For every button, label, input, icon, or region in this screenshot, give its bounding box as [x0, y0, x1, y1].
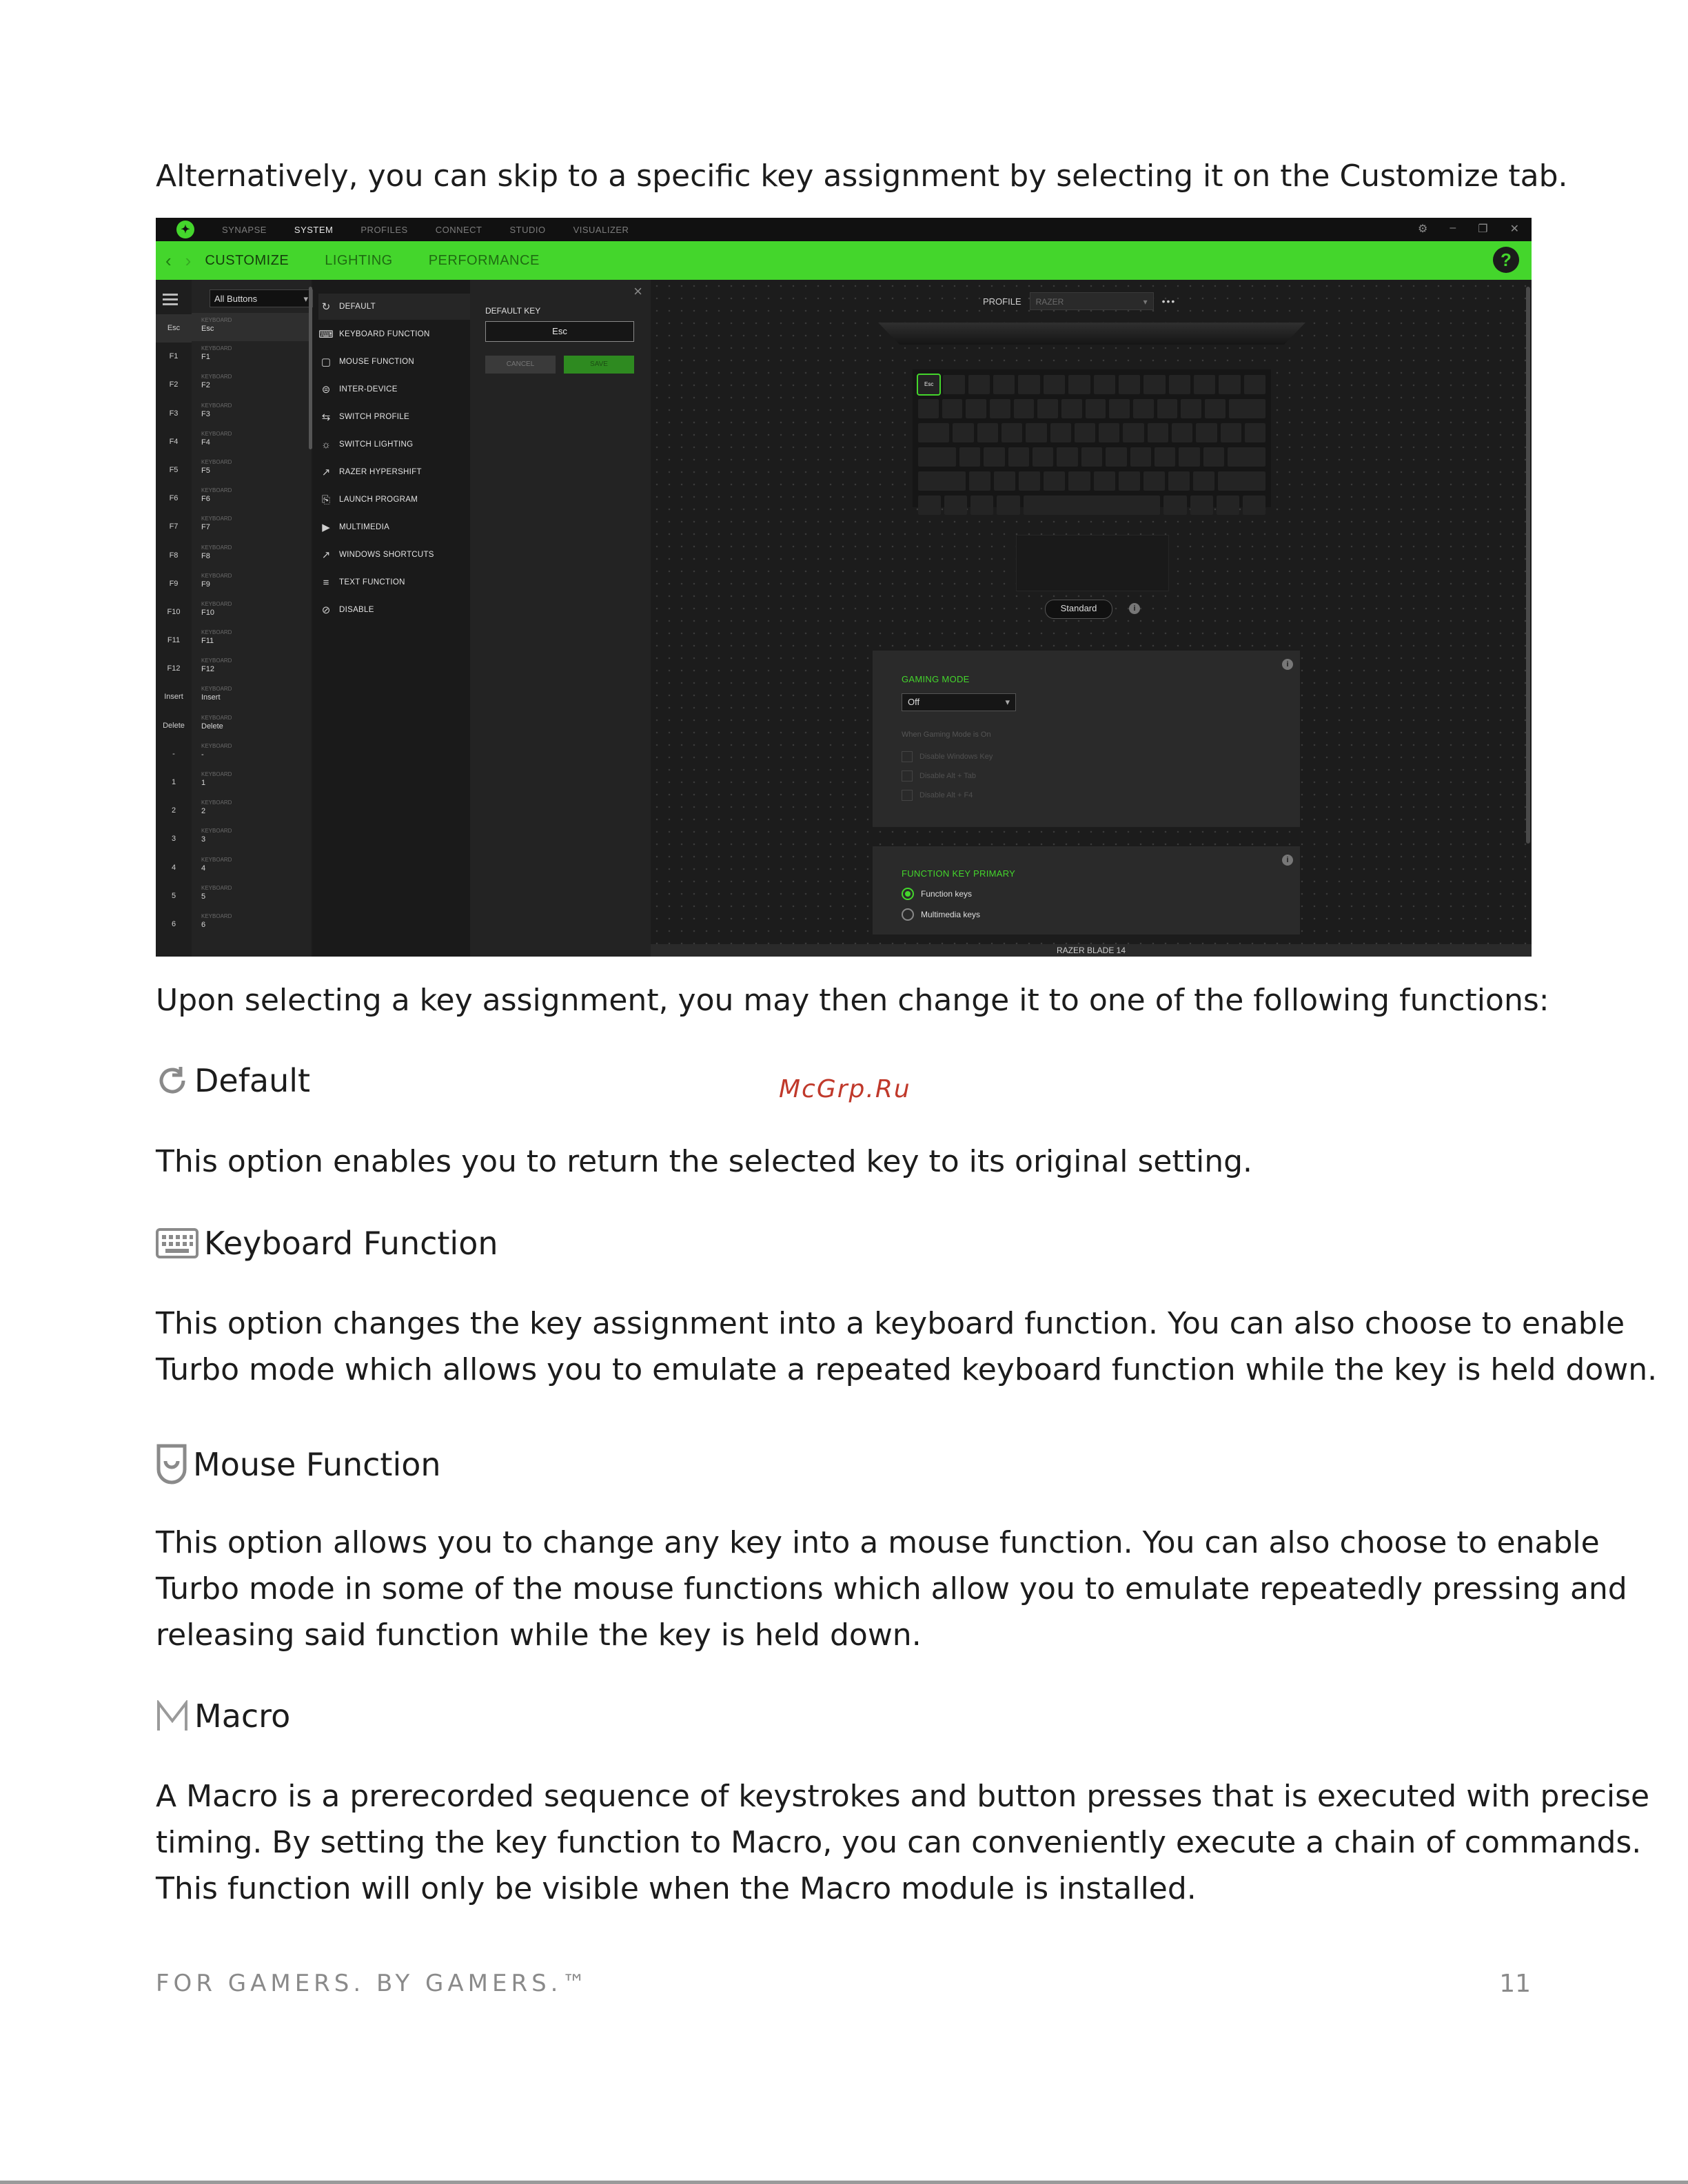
- default-body: This option enables you to return the selected key to its original setting.: [156, 1144, 1253, 1179]
- list-item[interactable]: KEYBOARD 4: [201, 856, 232, 872]
- key[interactable]: [1044, 375, 1065, 394]
- gaming-mode-note: When Gaming Mode is On: [902, 731, 991, 739]
- key[interactable]: [1001, 423, 1022, 442]
- key-label[interactable]: F9: [169, 579, 179, 588]
- list-item[interactable]: KEYBOARD F6: [201, 487, 232, 504]
- key[interactable]: [1229, 399, 1265, 418]
- key[interactable]: [1094, 471, 1115, 491]
- info-icon[interactable]: i: [1282, 855, 1293, 866]
- list-item[interactable]: KEYBOARD F8: [201, 544, 232, 560]
- save-button[interactable]: SAVE: [564, 356, 634, 374]
- laptop-lid: [878, 323, 1305, 345]
- func-hypershift[interactable]: ↗ RAZER HYPERSHIFT: [318, 459, 470, 485]
- list-item[interactable]: KEYBOARD Insert: [201, 686, 232, 702]
- key[interactable]: [994, 471, 1015, 491]
- shortcut-icon: ↗: [321, 549, 331, 561]
- list-scrollbar[interactable]: [309, 287, 312, 449]
- key[interactable]: [1109, 399, 1130, 418]
- keyboard-title: Keyboard Function: [204, 1225, 498, 1262]
- default-key-panel: [470, 280, 651, 957]
- tab-performance[interactable]: PERFORMANCE: [428, 252, 540, 268]
- razer-logo-icon: ✦: [176, 221, 194, 238]
- key[interactable]: [1094, 375, 1115, 394]
- page-number: 11: [1499, 1970, 1531, 1998]
- key[interactable]: [990, 399, 1010, 418]
- forward-arrow-icon[interactable]: ›: [185, 249, 192, 271]
- key[interactable]: [1205, 399, 1226, 418]
- mouse-body-line-3: releasing said function while the key is held down.: [156, 1617, 922, 1653]
- tab-lighting[interactable]: LIGHTING: [325, 252, 393, 268]
- key-label[interactable]: 2: [171, 806, 176, 815]
- key[interactable]: [966, 399, 986, 418]
- key[interactable]: [1143, 471, 1165, 491]
- profile-selector: [983, 292, 1176, 310]
- nav-system[interactable]: SYSTEM: [294, 224, 334, 235]
- key[interactable]: [1018, 375, 1039, 394]
- help-button[interactable]: ?: [1493, 247, 1519, 273]
- nav-profiles[interactable]: PROFILES: [360, 224, 408, 235]
- cancel-button[interactable]: CANCEL: [485, 356, 556, 374]
- key-label[interactable]: F10: [167, 607, 181, 616]
- info-icon[interactable]: i: [1282, 659, 1293, 670]
- key[interactable]: [1026, 423, 1046, 442]
- macro-title: Macro: [194, 1697, 291, 1735]
- multimedia-keys-radio[interactable]: Multimedia keys: [902, 908, 980, 921]
- key[interactable]: [1014, 399, 1035, 418]
- func-switch-lighting[interactable]: ☼ SWITCH LIGHTING: [318, 431, 470, 458]
- more-icon[interactable]: •••: [1161, 296, 1177, 307]
- menu-icon[interactable]: [163, 294, 178, 296]
- default-key-field[interactable]: Esc: [485, 321, 634, 342]
- key[interactable]: [1157, 399, 1178, 418]
- bottom-rule: [0, 2181, 1688, 2184]
- info-icon[interactable]: i: [1129, 603, 1140, 614]
- nav-connect[interactable]: CONNECT: [435, 224, 482, 235]
- trackpad: [1016, 535, 1169, 591]
- key[interactable]: [1037, 399, 1058, 418]
- key[interactable]: [1075, 423, 1095, 442]
- function-keys-radio[interactable]: Function keys: [902, 888, 972, 900]
- window-controls: [1418, 222, 1519, 236]
- mouse-icon: ▢: [321, 356, 332, 368]
- keyboard-body-line-2: Turbo mode which allows you to emulate a repeated keyboard function while the key is held down.: [156, 1352, 1658, 1387]
- device-view: [651, 280, 1532, 957]
- key-label[interactable]: F12: [167, 664, 181, 673]
- key[interactable]: [1050, 423, 1071, 442]
- key[interactable]: [1133, 399, 1154, 418]
- key[interactable]: [1061, 399, 1082, 418]
- key-label[interactable]: Insert: [164, 693, 183, 702]
- key[interactable]: [997, 496, 1019, 515]
- key[interactable]: [1086, 399, 1106, 418]
- key-label[interactable]: F11: [167, 636, 181, 645]
- key-label[interactable]: F7: [169, 522, 179, 531]
- key[interactable]: [1194, 375, 1215, 394]
- gaming-mode-title: GAMING MODE: [902, 674, 970, 684]
- key[interactable]: [1155, 447, 1175, 467]
- tab-bar: [156, 241, 1532, 280]
- laptop-keyboard: [913, 369, 1271, 507]
- key[interactable]: [1099, 423, 1119, 442]
- key[interactable]: [1228, 447, 1265, 467]
- list-item[interactable]: KEYBOARD 3: [201, 828, 232, 844]
- key[interactable]: [1168, 471, 1190, 491]
- macro-icon: [156, 1700, 189, 1732]
- inter-device-icon: ⊜: [321, 384, 331, 396]
- refresh-icon: ↻: [321, 301, 331, 313]
- func-mouse[interactable]: ▢ MOUSE FUNCTION: [318, 349, 470, 375]
- function-key-card: [873, 846, 1300, 935]
- key-label[interactable]: -: [172, 749, 175, 758]
- key[interactable]: [1219, 375, 1240, 394]
- synapse-screenshot: [156, 218, 1532, 957]
- list-item[interactable]: KEYBOARD F3: [201, 402, 232, 418]
- key-label[interactable]: 3: [171, 835, 176, 844]
- default-heading: [156, 1060, 310, 1101]
- play-icon: ▶: [322, 522, 330, 533]
- key[interactable]: [1203, 447, 1224, 467]
- close-icon[interactable]: ✕: [1509, 223, 1519, 235]
- key-label[interactable]: F8: [169, 551, 179, 560]
- footer-tagline: FOR GAMERS. BY GAMERS.™: [156, 1970, 590, 1997]
- key[interactable]: [1119, 471, 1140, 491]
- key[interactable]: [1190, 496, 1213, 515]
- key[interactable]: [1130, 447, 1151, 467]
- key[interactable]: [970, 496, 993, 515]
- spacebar[interactable]: [1024, 496, 1161, 515]
- key[interactable]: [1169, 375, 1190, 394]
- key-assignment-list: [192, 280, 312, 957]
- intro-text: Alternatively, you can skip to a specific key assignment by selecting it on the Customize tab.: [156, 159, 1568, 194]
- func-default[interactable]: ↻ DEFAULT: [318, 294, 470, 320]
- key[interactable]: [1019, 471, 1040, 491]
- filter-dropdown[interactable]: All Buttons ▾: [210, 289, 313, 307]
- device-name: RAZER BLADE 14: [651, 944, 1532, 957]
- key-label[interactable]: 6: [171, 919, 176, 928]
- key[interactable]: [1217, 496, 1239, 515]
- key-label[interactable]: Esc: [156, 314, 192, 343]
- keyboard-icon: [156, 1228, 199, 1258]
- default-title: Default: [194, 1062, 311, 1099]
- minimize-icon[interactable]: –: [1450, 222, 1456, 234]
- key[interactable]: [1193, 471, 1214, 491]
- list-item[interactable]: KEYBOARD F9: [201, 572, 232, 589]
- keyboard-heading: [156, 1223, 498, 1264]
- key[interactable]: [1218, 471, 1265, 491]
- key[interactable]: [1033, 447, 1053, 467]
- key[interactable]: [1119, 375, 1140, 394]
- mouse-heading: [156, 1443, 441, 1486]
- key[interactable]: [1221, 423, 1241, 442]
- func-switch-profile[interactable]: ⇆ SWITCH PROFILE: [318, 404, 470, 430]
- arrow-icon: ↗: [321, 467, 331, 478]
- key[interactable]: [1148, 423, 1168, 442]
- default-key-label: DEFAULT KEY: [485, 306, 541, 316]
- key-label[interactable]: 5: [171, 891, 176, 900]
- selecting-text: Upon selecting a key assignment, you may then change it to one of the following functions:: [156, 983, 1549, 1018]
- key-label[interactable]: F4: [169, 437, 179, 446]
- key[interactable]: [984, 447, 1004, 467]
- top-nav: [222, 225, 656, 235]
- func-windows-shortcuts[interactable]: ↗ WINDOWS SHORTCUTS: [318, 542, 470, 568]
- swap-icon: ⇆: [321, 411, 331, 423]
- key[interactable]: [1196, 423, 1217, 442]
- func-multimedia[interactable]: ▶ MULTIMEDIA: [318, 514, 470, 540]
- key-label[interactable]: 1: [171, 778, 176, 786]
- list-item[interactable]: KEYBOARD F1: [201, 345, 232, 362]
- macro-heading: [156, 1695, 290, 1737]
- function-key-title: FUNCTION KEY PRIMARY: [902, 868, 1016, 879]
- key-label[interactable]: Delete: [163, 721, 185, 730]
- list-item[interactable]: KEYBOARD F10: [201, 600, 232, 617]
- key[interactable]: [1057, 447, 1077, 467]
- key-label[interactable]: F3: [169, 409, 179, 418]
- key[interactable]: [1106, 447, 1126, 467]
- func-keyboard[interactable]: ⌨ KEYBOARD FUNCTION: [318, 321, 470, 347]
- profile-dropdown[interactable]: RAZER ▾: [1030, 292, 1154, 310]
- key[interactable]: [918, 399, 939, 418]
- macro-body-line-1: A Macro is a prerecorded sequence of keystrokes and button presses that is executed with precise: [156, 1779, 1650, 1814]
- list-item[interactable]: KEYBOARD F4: [201, 430, 232, 447]
- nav-studio[interactable]: STUDIO: [509, 224, 546, 235]
- maximize-icon[interactable]: ❐: [1478, 223, 1488, 235]
- key[interactable]: [1123, 423, 1143, 442]
- text-icon: ≡: [323, 576, 329, 589]
- key[interactable]: [1163, 496, 1186, 515]
- key[interactable]: [1172, 423, 1192, 442]
- list-item[interactable]: KEYBOARD 5: [201, 884, 232, 901]
- key[interactable]: [918, 423, 949, 442]
- mouse-title: Mouse Function: [193, 1446, 441, 1483]
- tab-customize[interactable]: CUSTOMIZE: [205, 252, 289, 268]
- key-label[interactable]: F5: [169, 465, 179, 474]
- title-bar: [156, 218, 1532, 241]
- key[interactable]: [918, 471, 966, 491]
- macro-body-line-2: timing. By setting the key function to Macro, you can conveniently execute a chain of commands.: [156, 1825, 1642, 1860]
- back-arrow-icon[interactable]: ‹: [165, 249, 172, 271]
- main-scrollbar[interactable]: [1526, 287, 1530, 844]
- gaming-mode-card: [873, 651, 1300, 827]
- disable-alt-tab-checkbox[interactable]: Disable Alt + Tab: [902, 770, 976, 782]
- key[interactable]: [1245, 423, 1265, 442]
- key[interactable]: [1244, 375, 1265, 394]
- key-label[interactable]: 4: [171, 863, 176, 872]
- key[interactable]: [1068, 471, 1090, 491]
- func-disable[interactable]: ⊘ DISABLE: [318, 597, 470, 623]
- key[interactable]: [1081, 447, 1102, 467]
- key-esc[interactable]: Esc: [918, 375, 939, 394]
- nav-visualizer[interactable]: VISUALIZER: [573, 224, 629, 235]
- key[interactable]: [968, 375, 990, 394]
- mouse-icon: [156, 1443, 187, 1486]
- refresh-icon: [156, 1064, 189, 1097]
- key[interactable]: [943, 375, 964, 394]
- profile-label: PROFILE: [983, 296, 1021, 307]
- sun-icon: ☼: [321, 438, 331, 451]
- func-launch-program[interactable]: ⎘ LAUNCH PROGRAM: [318, 487, 470, 513]
- key[interactable]: [918, 447, 956, 467]
- disable-icon: ⊘: [321, 604, 331, 616]
- disable-alt-f4-checkbox[interactable]: Disable Alt + F4: [902, 790, 973, 801]
- key-label[interactable]: F1: [169, 352, 179, 361]
- key-label[interactable]: F2: [169, 380, 179, 389]
- key[interactable]: [959, 447, 980, 467]
- key[interactable]: [1181, 399, 1201, 418]
- gaming-mode-select[interactable]: Off ▾: [902, 693, 1016, 711]
- settings-icon[interactable]: ⚙: [1418, 223, 1428, 235]
- list-item[interactable]: KEYBOARD F7: [201, 516, 232, 532]
- keyboard-icon: ⌨: [318, 329, 334, 340]
- list-item[interactable]: KEYBOARD F5: [201, 458, 232, 475]
- key[interactable]: [942, 399, 963, 418]
- function-menu: [313, 280, 470, 957]
- key[interactable]: [1243, 496, 1265, 515]
- standard-button[interactable]: Standard: [1045, 600, 1112, 619]
- key[interactable]: [969, 471, 990, 491]
- list-item[interactable]: KEYBOARD Delete: [201, 714, 232, 731]
- key[interactable]: [1044, 471, 1065, 491]
- key[interactable]: [953, 423, 973, 442]
- key[interactable]: [918, 496, 941, 515]
- launch-icon: ⎘: [321, 493, 330, 506]
- list-item[interactable]: KEYBOARD Esc: [192, 313, 312, 341]
- key[interactable]: [1143, 375, 1165, 394]
- keyboard-body-line-1: This option changes the key assignment into a keyboard function. You can also choose to enable: [156, 1306, 1625, 1341]
- list-item[interactable]: KEYBOARD F12: [201, 657, 232, 674]
- list-item[interactable]: KEYBOARD F2: [201, 374, 232, 390]
- key[interactable]: [944, 496, 967, 515]
- list-item[interactable]: KEYBOARD 6: [201, 912, 232, 929]
- macro-body-line-3: This function will only be visible when the Macro module is installed.: [156, 1871, 1197, 1906]
- func-text[interactable]: ≡ TEXT FUNCTION: [318, 569, 470, 595]
- key[interactable]: [993, 375, 1015, 394]
- key[interactable]: [1179, 447, 1199, 467]
- key[interactable]: [1008, 447, 1029, 467]
- mouse-body-line-1: This option allows you to change any key into a mouse function. You can also choose to enable: [156, 1525, 1600, 1560]
- nav-synapse[interactable]: SYNAPSE: [222, 224, 267, 235]
- mouse-body-line-2: Turbo mode in some of the mouse functions which allow you to emulate repeatedly pressing and: [156, 1571, 1627, 1606]
- list-item[interactable]: KEYBOARD -: [201, 742, 232, 759]
- key[interactable]: [1068, 375, 1090, 394]
- key-label[interactable]: F6: [169, 494, 179, 503]
- list-item[interactable]: KEYBOARD 2: [201, 799, 232, 816]
- watermark: McGrp.Ru: [779, 1075, 911, 1103]
- key-labels: [156, 314, 192, 939]
- key[interactable]: [977, 423, 998, 442]
- close-icon[interactable]: ×: [633, 283, 642, 300]
- list-item[interactable]: KEYBOARD F11: [201, 629, 232, 646]
- func-inter-device[interactable]: ⊜ INTER-DEVICE: [318, 376, 470, 402]
- list-item[interactable]: KEYBOARD 1: [201, 771, 232, 787]
- disable-windows-key-checkbox[interactable]: Disable Windows Key: [902, 751, 993, 762]
